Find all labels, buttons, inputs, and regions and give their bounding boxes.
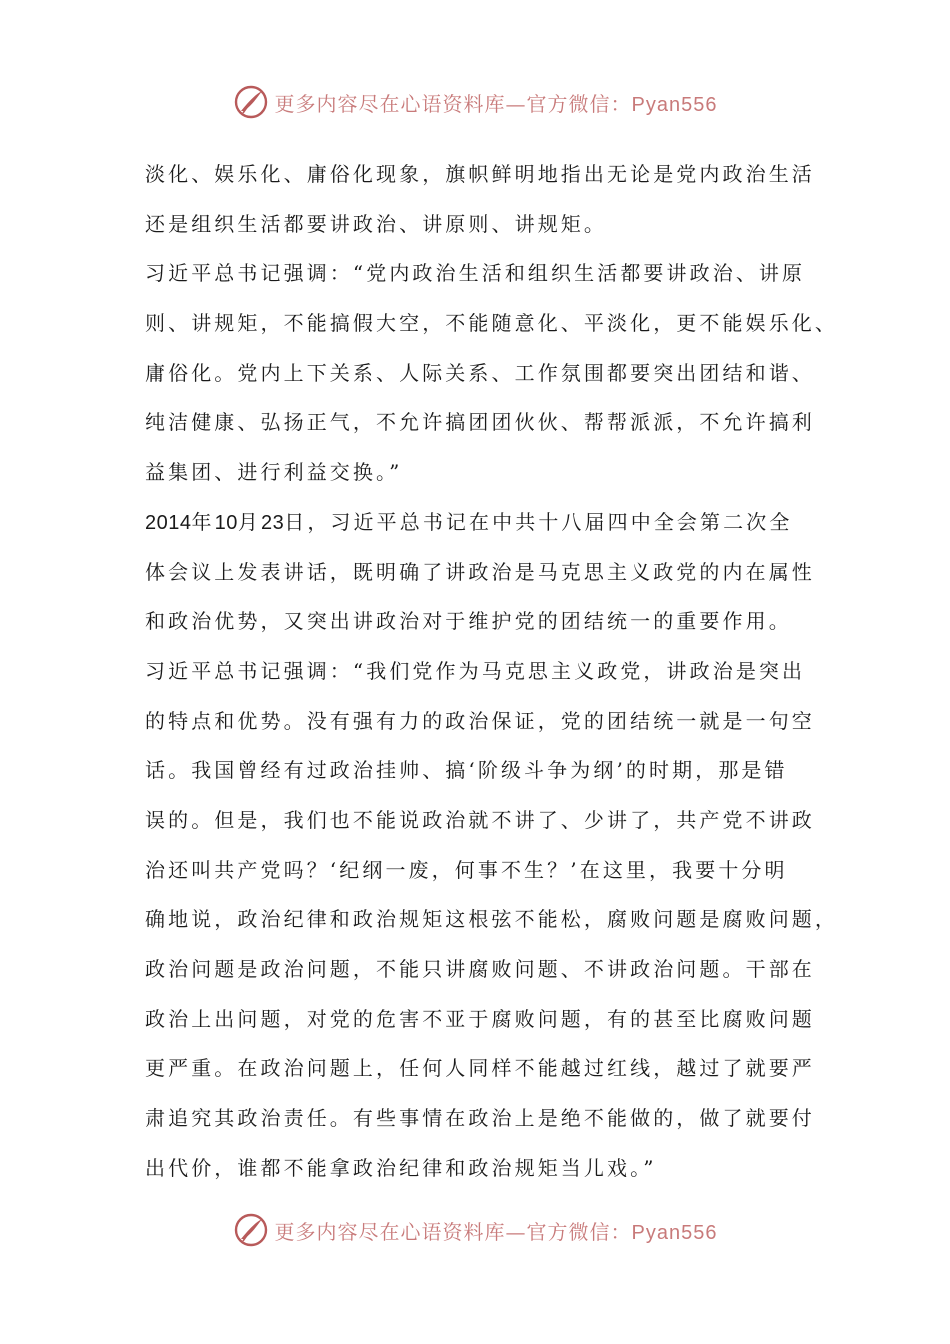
footer-banner-text <box>275 1216 718 1245</box>
text-line: 淡化、娱乐化、庸俗化现象，旗帜鲜明地指出无论是党内政治生活 <box>145 162 815 186</box>
text-line: 习近平总书记强调：“我们党作为马克思主义政党，讲政治是突出 <box>145 658 806 683</box>
text-line: 更严重。在政治问题上，任何人同样不能越过红线，越过了就要严 <box>145 1056 815 1081</box>
footer-banner-inner <box>233 1212 718 1248</box>
footer-banner-label: 更多内容尽在心语资料库—官方微信： <box>274 1219 632 1244</box>
text-line: 政治上出问题，对党的危害不亚于腐败问题，有的甚至比腐败问题 <box>145 1006 815 1031</box>
text-line: 益集团、进行利益交换。” <box>145 460 403 485</box>
text-line: 治还叫共产党吗？‘纪纲一废，何事不生？’在这里，我要十分明 <box>145 857 788 882</box>
text-line: 出代价，谁都不能拿政治纪律和政治规矩当儿戏。” <box>145 1155 657 1180</box>
text-line: 习近平总书记强调：“党内政治生活和组织生活都要讲政治、讲原 <box>145 261 806 286</box>
text-line: 的特点和优势。没有强有力的政治保证，党的团结统一就是一句空 <box>145 708 815 733</box>
header-banner-text <box>275 88 718 117</box>
text-line: 政治问题是政治问题，不能只讲腐败问题、不讲政治问题。干部在 <box>145 957 815 981</box>
header-banner <box>0 78 950 126</box>
quill-logo-icon <box>233 84 269 120</box>
footer-wechat-id: Pyan556 <box>631 1221 718 1244</box>
text-line: 纯洁健康、弘扬正气，不允许搞团团伙伙、帮帮派派，不允许搞利 <box>145 410 815 435</box>
text-line: 肃追究其政治责任。有些事情在政治上是绝不能做的，做了就要付 <box>145 1106 815 1131</box>
text-line: 确地说，政治纪律和政治规矩这根弦不能松，腐败问题是腐败问题， <box>145 907 838 932</box>
text-line: 则、讲规矩，不能搞假大空，不能随意化、平淡化，更不能娱乐化、 <box>145 311 838 336</box>
document-body <box>145 150 838 1193</box>
header-banner-label: 更多内容尽在心语资料库—官方微信： <box>274 91 632 116</box>
footer-banner <box>0 1206 950 1254</box>
text-line: 2014年10月23日，习近平总书记在中共十八届四中全会第二次全 <box>145 509 793 534</box>
text-line: 体会议上发表讲话，既明确了讲政治是马克思主义政党的内在属性 <box>145 559 815 584</box>
header-banner-inner <box>233 84 718 120</box>
quill-logo-icon <box>233 1212 269 1248</box>
text-line: 还是组织生活都要讲政治、讲原则、讲规矩。 <box>145 211 607 236</box>
text-line: 和政治优势，又突出讲政治对于维护党的团结统一的重要作用。 <box>145 609 792 634</box>
text-line: 庸俗化。党内上下关系、人际关系、工作氛围都要突出团结和谐、 <box>145 360 815 385</box>
text-line: 误的。但是，我们也不能说政治就不讲了、少讲了，共产党不讲政 <box>145 807 815 832</box>
text-line: 话。我国曾经有过政治挂帅、搞‘阶级斗争为纲’的时期，那是错 <box>145 758 788 783</box>
header-wechat-id: Pyan556 <box>631 93 718 116</box>
